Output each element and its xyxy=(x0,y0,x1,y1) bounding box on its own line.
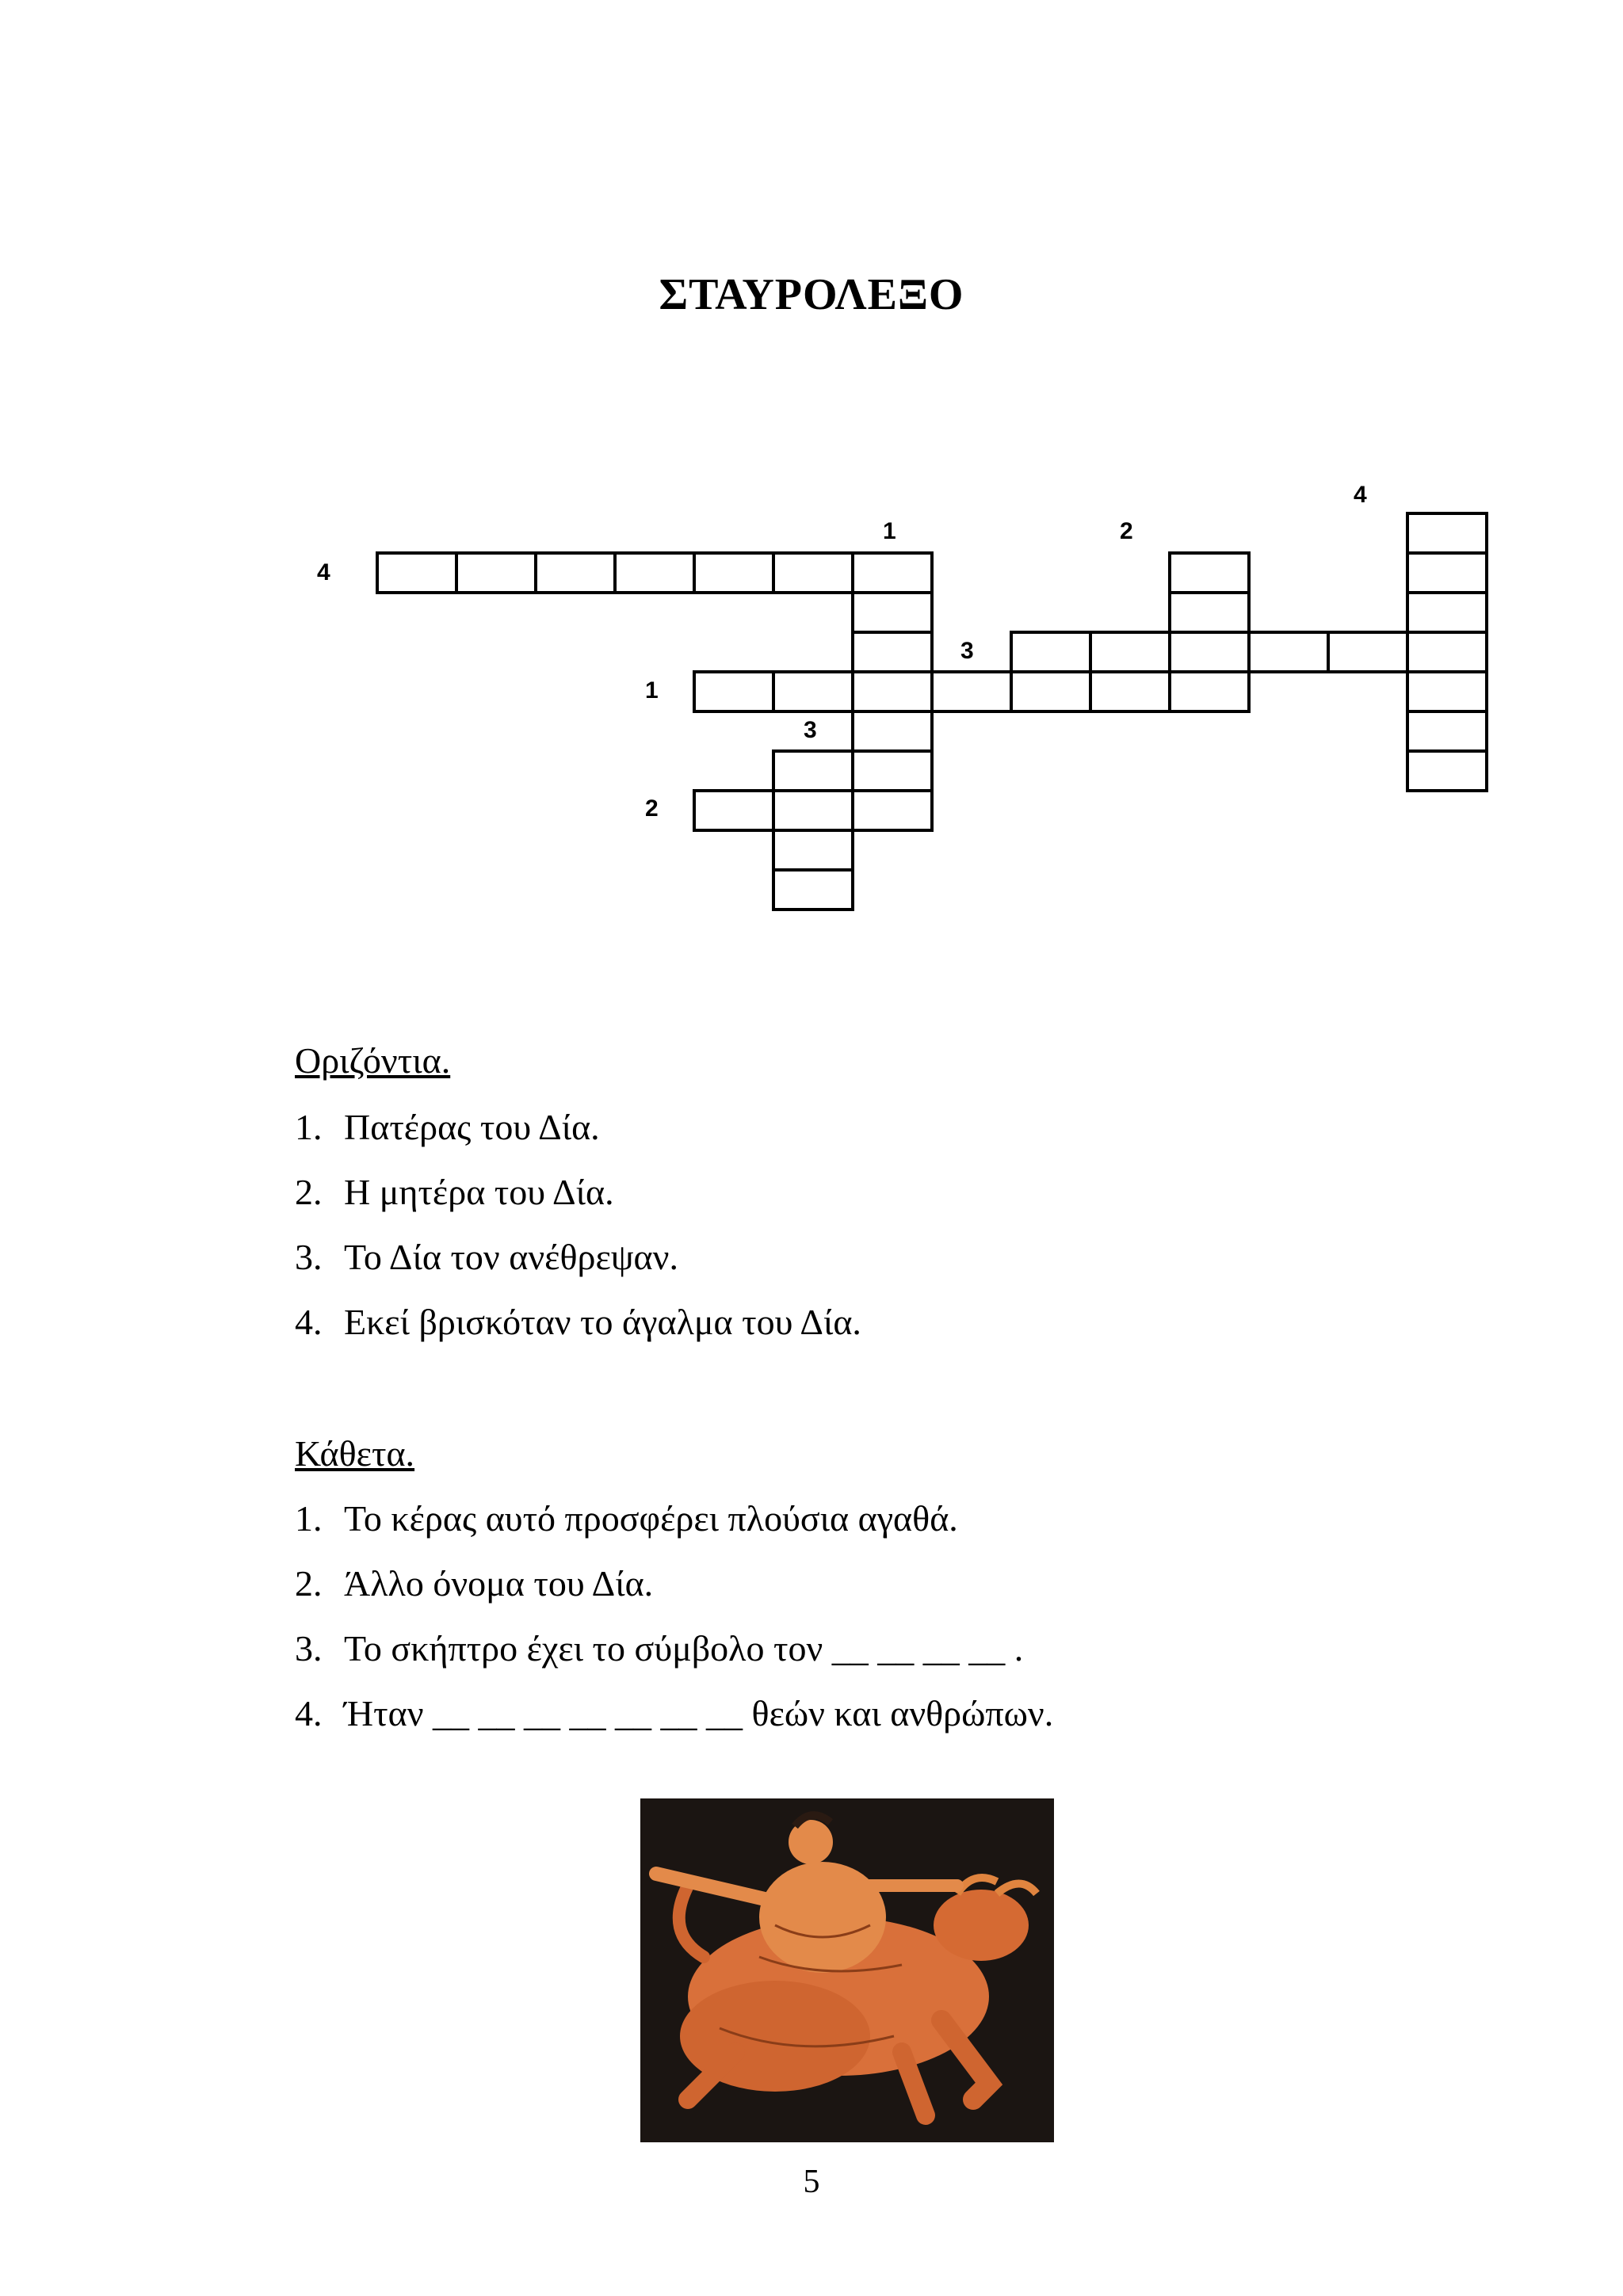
crossword-cell[interactable] xyxy=(851,710,934,753)
page-number: 5 xyxy=(803,2164,820,2200)
across-clue: 3. Το Δία τον ανέθρεψαν. xyxy=(295,1237,678,1277)
crossword-cell[interactable] xyxy=(772,829,854,871)
clue-number-down-1: 1 xyxy=(883,518,896,544)
crossword-cell[interactable] xyxy=(851,551,934,594)
crossword-cell[interactable] xyxy=(693,551,775,594)
crossword-cell[interactable] xyxy=(1406,670,1488,713)
crossword-cell[interactable] xyxy=(851,631,934,673)
clue-number-down-3: 3 xyxy=(804,717,817,743)
crossword-cell[interactable] xyxy=(1406,749,1488,792)
crossword-cell[interactable] xyxy=(1406,512,1488,555)
down-clue: 3. Το σκήπτρο έχει το σύμβολο τον __ __ __ __ . xyxy=(295,1628,1024,1669)
crossword-cell[interactable] xyxy=(851,789,934,832)
crossword-cell[interactable] xyxy=(1406,710,1488,753)
crossword-cell[interactable] xyxy=(1406,551,1488,594)
crossword-cell[interactable] xyxy=(1168,551,1251,594)
crossword-cell[interactable] xyxy=(1010,670,1092,713)
clue-number-down-4: 4 xyxy=(1354,482,1367,508)
crossword-cell[interactable] xyxy=(455,551,537,594)
down-clue: 2. Άλλο όνομα του Δία. xyxy=(295,1563,654,1604)
crossword-cell[interactable] xyxy=(772,749,854,792)
crossword-cell[interactable] xyxy=(851,749,934,792)
down-clue: 1. Το κέρας αυτό προσφέρει πλούσια αγαθά. xyxy=(295,1498,958,1539)
clue-number-down-2: 2 xyxy=(1120,518,1133,544)
crossword-cell[interactable] xyxy=(930,670,1013,713)
crossword-cell[interactable] xyxy=(1327,631,1409,673)
page-title: ΣΤΑΥΡΟΛΕΞΟ xyxy=(659,270,964,319)
crossword-cell[interactable] xyxy=(376,551,458,594)
crossword-cell[interactable] xyxy=(534,551,617,594)
crossword-cell[interactable] xyxy=(1406,631,1488,673)
crossword-cell[interactable] xyxy=(1406,591,1488,634)
crossword-cell[interactable] xyxy=(772,789,854,832)
crossword-cell[interactable] xyxy=(851,670,934,713)
crossword-cell[interactable] xyxy=(772,670,854,713)
crossword-cell[interactable] xyxy=(1168,631,1251,673)
clue-number-across-1: 1 xyxy=(645,677,659,704)
crossword-grid xyxy=(0,0,1623,951)
crossword-cell[interactable] xyxy=(1010,631,1092,673)
crossword-cell[interactable] xyxy=(1168,591,1251,634)
clue-number-across-4: 4 xyxy=(317,559,330,585)
crossword-cell[interactable] xyxy=(1089,631,1171,673)
crossword-cell[interactable] xyxy=(693,670,775,713)
across-clue: 4. Εκεί βρισκόταν το άγαλμα του Δία. xyxy=(295,1302,861,1342)
crossword-cell[interactable] xyxy=(1247,631,1330,673)
crossword-cell[interactable] xyxy=(1089,670,1171,713)
down-heading: Κάθετα. xyxy=(295,1433,415,1474)
vase-painting-europa-bull xyxy=(640,1798,1054,2142)
crossword-cell[interactable] xyxy=(613,551,696,594)
vase-painting-illustration xyxy=(640,1798,1054,2142)
crossword-cell[interactable] xyxy=(772,868,854,911)
clue-number-across-2: 2 xyxy=(645,795,659,822)
crossword-cell[interactable] xyxy=(693,789,775,832)
crossword-cell[interactable] xyxy=(1168,670,1251,713)
across-clue: 2. Η μητέρα του Δία. xyxy=(295,1172,614,1212)
crossword-cell[interactable] xyxy=(772,551,854,594)
down-clue: 4. Ήταν __ __ __ __ __ __ __ θεών και ανθρώπων. xyxy=(295,1693,1054,1733)
crossword-cell[interactable] xyxy=(851,591,934,634)
across-heading: Οριζόντια. xyxy=(295,1040,451,1081)
across-clue: 1. Πατέρας του Δία. xyxy=(295,1107,600,1147)
clue-number-across-3: 3 xyxy=(960,638,974,664)
